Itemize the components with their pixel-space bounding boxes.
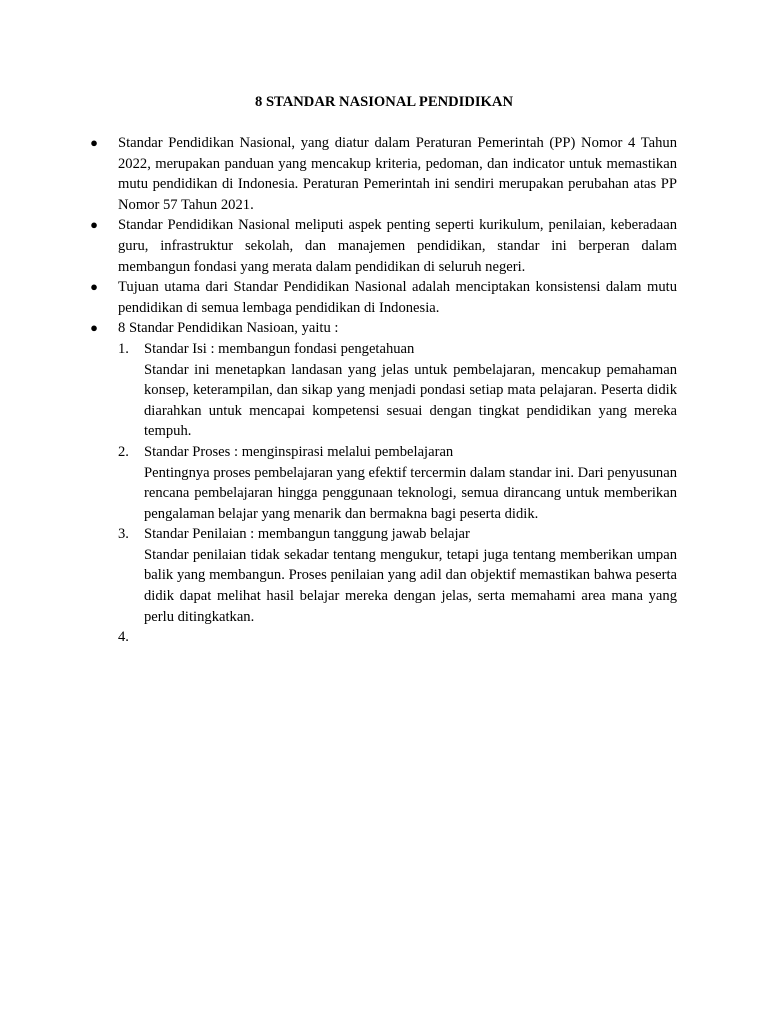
bullet-text: 8 Standar Pendidikan Nasioan, yaitu : [118, 320, 339, 337]
standard-heading: Standar Penilaian : membangun tanggung jawab belajar [144, 526, 470, 543]
bullet-item-4 [88, 318, 677, 648]
standard-item-1 [118, 339, 677, 442]
bullet-icon: ● [90, 320, 98, 336]
document-title: 8 STANDAR NASIONAL PENDIDIKAN [255, 94, 513, 110]
bullet-item-3 [88, 277, 677, 318]
standard-description: Standar ini menetapkan landasan yang jelas untuk pembelajaran, mencakup pemahaman konsep, keterampilan, dan sikap yang menjadi pondasi setiap mata pelajaran. Peserta didik diarahkan untuk mencapai kompetensi sesuai dengan tingkat pendidikan yang mereka tempuh. [144, 361, 677, 440]
bullet-item-1 [88, 133, 677, 215]
standard-description: Pentingnya proses pembelajaran yang efektif tercermin dalam standar ini. Dari penyusunan rencana pembelajaran hingga penggunaan teknologi, semua dirancang untuk memberikan pengalaman belajar yang menarik dan bermakna bagi peserta didik. [144, 464, 677, 522]
standard-number: 3. [118, 526, 129, 543]
standard-item-4 [118, 627, 677, 648]
standard-number: 1. [118, 340, 129, 357]
standard-heading: Standar Proses : menginspirasi melalui pembelajaran [144, 443, 454, 460]
bullet-icon: ● [90, 217, 98, 233]
standard-number: 4. [118, 629, 129, 646]
bullet-list [88, 133, 677, 648]
bullet-icon: ● [90, 135, 98, 150]
bullet-text: Standar Pendidikan Nasional, yang diatur dalam Peraturan Pemerintah (PP) Nomor 4 Tahun 2022, merupakan panduan yang mencakup kriteria, pedoman, dan indicator untuk memastikan mutu pendidikan di Indonesia. Peraturan Pemerintah ini sendiri merupakan perubahan atas PP Nomor 57 Tahun 2021. [118, 135, 677, 213]
bullet-text: Standar Pendidikan Nasional meliputi aspek penting seperti kurikulum, penilaian, keberadaan guru, infrastruktur sekolah, dan manajemen pendidikan, standar ini berperan dalam membangun fondasi yang merata dalam pendidikan di seluruh negeri. [118, 217, 677, 275]
standard-heading: Standar Isi : membangun fondasi pengetahuan [144, 340, 415, 357]
bullet-item-2 [88, 215, 677, 277]
bullet-text: Tujuan utama dari Standar Pendidikan Nasional adalah menciptakan konsistensi dalam mutu pendidikan di semua lembaga pendidikan di Indonesia. [118, 279, 677, 316]
standard-description: Standar penilaian tidak sekadar tentang mengukur, tetapi juga tentang memberikan umpan balik yang membangun. Proses penilaian yang adil dan objektif memastikan bahwa peserta didik dapat melihat hasil belajar mereka dengan jelas, serta memahami area mana yang perlu ditingkatkan. [144, 546, 677, 625]
standard-number: 2. [118, 443, 129, 460]
standard-heading [144, 627, 677, 648]
standard-item-2 [118, 442, 677, 524]
standard-item-3 [118, 524, 677, 627]
bullet-icon: ● [90, 279, 98, 295]
standards-list [118, 339, 677, 648]
